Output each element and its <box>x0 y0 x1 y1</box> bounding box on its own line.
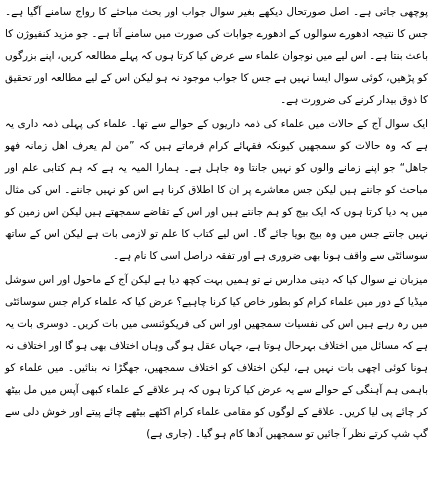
article-paragraph-3: میزبان نے سوال کیا کہ دینی مدارس نے تو ہمیں بہت کچھ دیا ہے لیکن آج کے ماحول اور اس سوشل میڈیا کے دور میں علماء کرام کو بطور خاص کیا کرنا چاہیے؟ عرض کیا کہ علماء کرام جس سوسائٹی میں رہ رہے ہیں اس کی نفسیات سمجھیں اور اس کی فریکوئنسی میں بات کریں۔ دوسری بات یہ ہے کہ مسائل میں اختلاف بہرحال ہوتا ہے، جہاں عقل ہو گی وہاں اختلاف بھی ہو گا اور اختلاف نہ ہونا کوئی اچھی بات نہیں ہے، لیکن اختلاف کو اختلاف سمجھیں، جھگڑا نہ بنائیں۔ میں علماء کو باہمی ہم آہنگی کے حوالے سے یہ عرض کیا کرتا ہوں کہ ہر علاقے کے علماء کبھی آپس میں مل بیٹھ کر چائے پی لیا کریں۔ علاقے کے لوگوں کو مقامی علماء کرام اکٹھے بیٹھے چائے پیتے اور خوش دلی سے گپ شپ کرتے نظر آ جائیں تو سمجھیں آدھا کام ہو گیا۔ (جاری ہے) <box>5 274 428 440</box>
article-paragraph-2: ایک سوال آج کے حالات میں علماء کی ذمہ داریوں کے حوالے سے تھا۔ علماء کی پہلی ذمہ داری یہ ہے کہ وہ حالات کو سمجھیں کیونکہ فقہائے کرام فرماتے ہیں کہ ”من لم یعرف اھل زمانہ فھو جاھل“ جو اپنے زمانے والوں کو نہیں جانتا وہ جاہل ہے۔ ہمارا المیہ یہ ہے کہ ہم کتابی علم اور مباحث کو جانتے ہیں لیکن جس معاشرے پر ان کا اطلاق کرنا ہے اس کو نہیں جانتے۔ اس کی مثال میں یہ دیا کرتا ہوں کہ ایک بیج کو ہم جانتے ہیں اور اس کے تقاضے سمجھتے ہیں لیکن اس زمین کو نہیں جانتے جس میں وہ بیج بویا جائے گا۔ اس لیے کتاب کا علم تو لازمی بات ہے لیکن اس کے ساتھ سوسائٹی سے واقف ہونا بھی ضروری ہے اور تفقہ دراصل اسی کا نام ہے۔ <box>5 118 428 262</box>
article-paragraph-1: پوچھی جاتی ہے۔ اصل صورتحال دیکھے بغیر سوال جواب اور بحث مباحثے کا رواج سامنے آگیا ہے۔جس کا نتیجہ ادھورے سوالوں کے ادھورے جوابات کی صورت میں سامنے آتا ہے۔ جو مزید کنفیوژن کا باعث بنتا ہے۔ اس لیے میں نوجوان علماء سے عرض کیا کرتا ہوں کہ پہلے مطالعہ کریں، اپنے بزرگوں کو پڑھیں، کوئی سوال ایسا نہیں ہے جس کا جواب موجود نہ ہو لیکن اس کے لیے مطالعہ اور تحقیق کا ذوق بیدار کرنے کی ضرورت ہے۔ <box>5 6 428 106</box>
